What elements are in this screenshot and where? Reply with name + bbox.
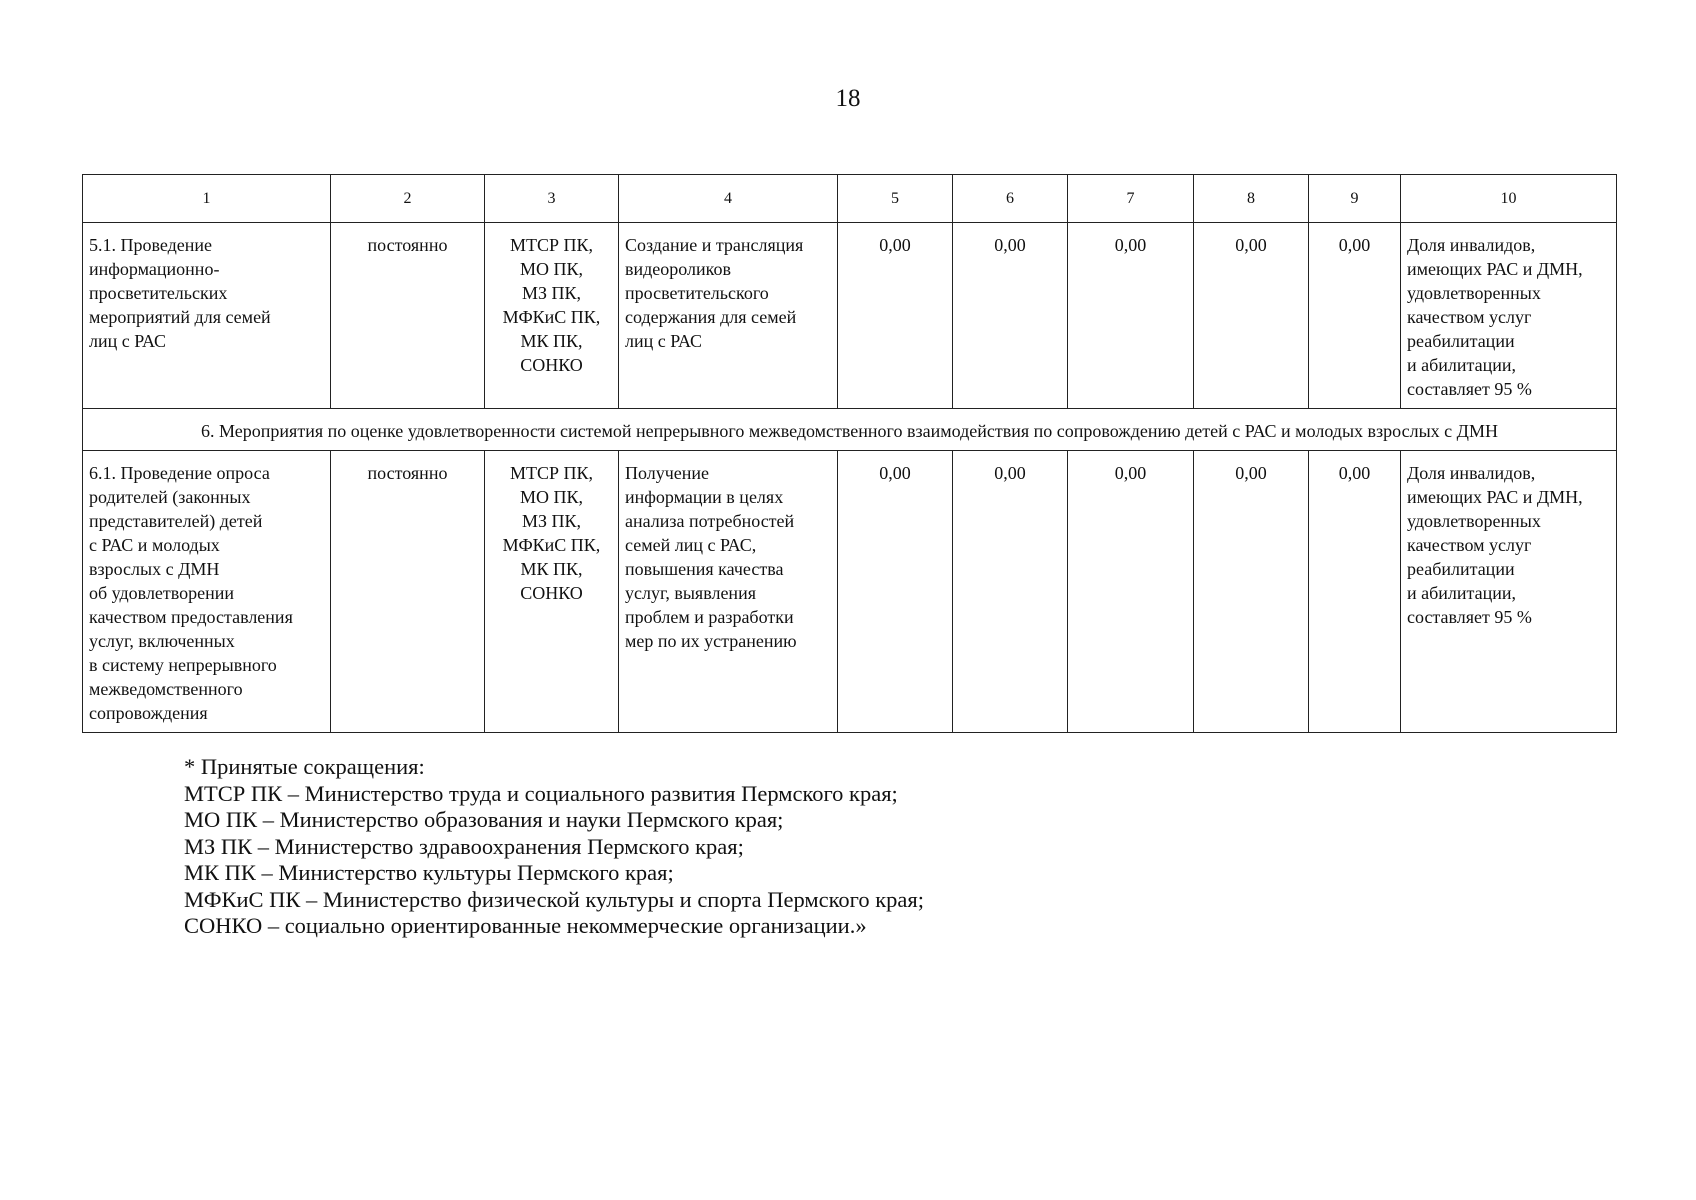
result-cell [619,223,838,409]
executor: СОНКО [520,355,583,375]
activity-line: 5.1. Проведение [89,235,213,255]
indicator-line: реабилитации [1407,331,1515,351]
result-line: просветительского [625,283,769,303]
indicator-line: составляет 95 % [1407,607,1532,627]
term-cell: постоянно [331,223,485,409]
executors-cell [485,223,619,409]
executor: МО ПК, [519,259,583,279]
result-line: повышения качества [625,559,784,579]
column-header: 1 [83,175,331,223]
value-cell: 0,00 [1194,451,1309,733]
section-6-title: 6. Мероприятия по оценке удовлетворенности системой непрерывного межведомственного взаимодействия по сопровождению детей с РАС и молодых взрослых с ДМН [83,409,1617,451]
activity-line: в систему непрерывного [89,655,277,675]
executor: СОНКО [520,583,583,603]
activity-cell [83,223,331,409]
activity-line: качеством предоставления [89,607,293,627]
activity-line: родителей (законных [89,487,251,507]
indicator-cell [1401,451,1617,733]
activity-line: взрослых с ДМН [89,559,220,579]
result-line: проблем и разработки [625,607,794,627]
activity-line: межведомственного [89,679,243,699]
indicator-line: удовлетворенных [1407,511,1541,531]
activity-line: лиц с РАС [89,331,167,351]
result-line: услуг, выявления [625,583,756,603]
note-line: СОНКО – социально ориентированные некоммерческие организации.» [184,913,867,938]
result-line: Получение [625,463,710,483]
indicator-line: и абилитации, [1407,583,1517,603]
executor: МТСР ПК, [509,235,594,255]
indicator-line: Доля инвалидов, [1407,463,1536,483]
executor: МЗ ПК, [521,283,582,303]
executor: МО ПК, [519,487,583,507]
result-line: анализа потребностей [625,511,795,531]
result-cell [619,451,838,733]
executors-cell [485,451,619,733]
note-line: МО ПК – Министерство образования и науки Пермского края; [184,807,784,832]
activity-line: просветительских [89,283,228,303]
indicator-line: качеством услуг [1407,535,1532,555]
executor: МФКиС ПК, [502,535,601,555]
result-line: содержания для семей [625,307,797,327]
value-cell: 0,00 [953,223,1068,409]
activity-line: об удовлетворении [89,583,235,603]
result-line: видеороликов [625,259,731,279]
activity-line: с РАС и молодых [89,535,220,555]
indicator-line: имеющих РАС и ДМН, [1407,487,1583,507]
indicator-line: качеством услуг [1407,307,1532,327]
section-row [83,409,1617,451]
page-number: 18 [835,85,861,112]
value-cell: 0,00 [838,451,953,733]
activity-line: сопровождения [89,703,208,723]
column-header: 3 [485,175,619,223]
column-header: 9 [1309,175,1401,223]
note-line: МК ПК – Министерство культуры Пермского края; [184,860,674,885]
indicator-line: удовлетворенных [1407,283,1541,303]
result-line: Создание и трансляция [625,235,804,255]
column-header: 8 [1194,175,1309,223]
notes-heading: * Принятые сокращения: [184,754,425,779]
abbreviations-notes [184,754,924,940]
column-header: 5 [838,175,953,223]
activity-line: представителей) детей [89,511,263,531]
indicator-line: и абилитации, [1407,355,1517,375]
indicator-line: имеющих РАС и ДМН, [1407,259,1583,279]
executor: МФКиС ПК, [502,307,601,327]
activity-line: 6.1. Проведение опроса [89,463,270,483]
activity-line: мероприятий для семей [89,307,271,327]
activity-cell [83,451,331,733]
column-header-row [83,175,1617,223]
value-cell: 0,00 [1068,451,1194,733]
executor: МК ПК, [520,559,583,579]
executor: МК ПК, [520,331,583,351]
column-header: 2 [331,175,485,223]
value-cell: 0,00 [1194,223,1309,409]
value-cell: 0,00 [1309,223,1401,409]
result-line: лиц с РАС [625,331,703,351]
result-line: мер по их устранению [625,631,797,651]
indicator-line: Доля инвалидов, [1407,235,1536,255]
note-line: МФКиС ПК – Министерство физической культуры и спорта Пермского края; [184,886,924,912]
note-line: МЗ ПК – Министерство здравоохранения Пермского края; [184,833,744,859]
value-cell: 0,00 [953,451,1068,733]
value-cell: 0,00 [1068,223,1194,409]
indicator-line: составляет 95 % [1407,379,1532,399]
result-line: информации в целях [625,487,784,507]
executor: МТСР ПК, [509,463,594,483]
indicator-line: реабилитации [1407,559,1515,579]
term-cell: постоянно [331,451,485,733]
value-cell: 0,00 [838,223,953,409]
column-header: 6 [953,175,1068,223]
column-header: 7 [1068,175,1194,223]
column-header: 4 [619,175,838,223]
column-header: 10 [1401,175,1617,223]
note-line: МТСР ПК – Министерство труда и социального развития Пермского края; [184,780,898,806]
activity-line: информационно- [89,259,220,279]
activities-table [82,174,1617,733]
table-row [83,451,1617,733]
table-row [83,223,1617,409]
value-cell: 0,00 [1309,451,1401,733]
executor: МЗ ПК, [521,511,582,531]
result-line: семей лиц с РАС, [625,535,757,555]
indicator-cell [1401,223,1617,409]
activity-line: услуг, включенных [89,631,235,651]
